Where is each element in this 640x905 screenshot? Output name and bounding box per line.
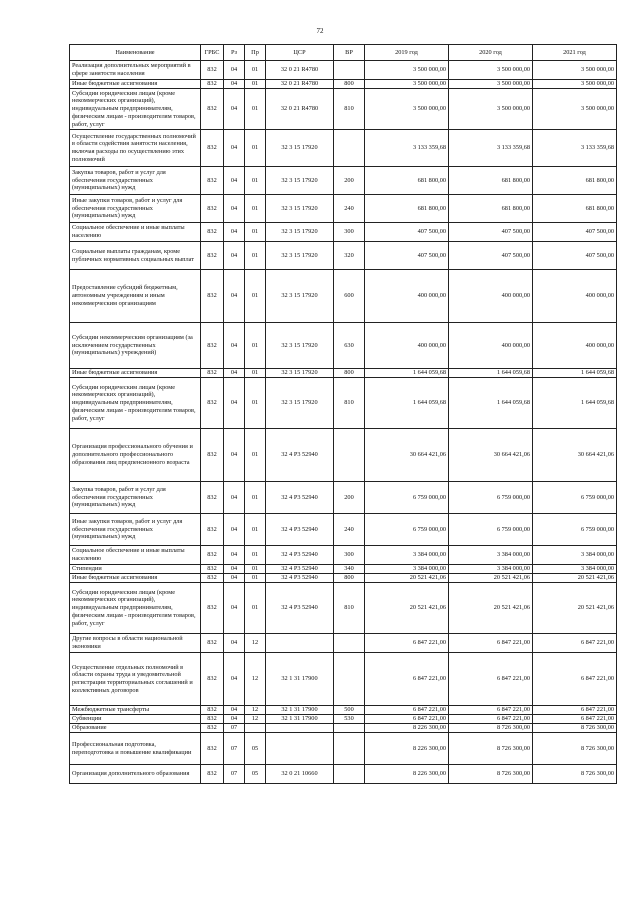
table-row [70, 482, 617, 514]
cell-grbs: 832 [201, 634, 224, 653]
cell-grbs: 832 [201, 242, 224, 270]
cell-name: Субсидии юридическим лицам (кроме некоммерческих организаций), индивидуальным предпринимателям, физическим лицам - производителям товаров, работ, услуг [70, 89, 201, 130]
cell-grbs: 832 [201, 80, 224, 89]
cell-rz: 07 [224, 724, 245, 733]
cell-2019: 30 664 421,06 [365, 429, 449, 482]
cell-2019: 3 500 000,00 [365, 89, 449, 130]
cell-2021: 407 500,00 [533, 223, 617, 242]
table-row [70, 223, 617, 242]
table-row [70, 765, 617, 784]
cell-2020: 6 847 221,00 [449, 715, 533, 724]
header-2021: 2021 год [533, 45, 617, 61]
cell-grbs: 832 [201, 223, 224, 242]
header-pr: Пр [245, 45, 266, 61]
header-2019: 2019 год [365, 45, 449, 61]
table-row [70, 706, 617, 715]
cell-name: Реализация дополнительных мероприятий в сфере занятости населения [70, 61, 201, 80]
cell-name: Иные бюджетные ассигнования [70, 80, 201, 89]
cell-csr [266, 733, 334, 765]
cell-csr: 32 0 21 R4780 [266, 80, 334, 89]
cell-csr: 32 4 P3 52940 [266, 482, 334, 514]
cell-2020: 407 500,00 [449, 223, 533, 242]
cell-rz: 04 [224, 565, 245, 574]
cell-name: Осуществление отдельных полномочий в области охраны труда и уведомительной регистрации территориальных соглашений и коллективных договоров [70, 653, 201, 706]
cell-rz: 04 [224, 482, 245, 514]
cell-2020: 400 000,00 [449, 270, 533, 323]
table-row [70, 195, 617, 223]
cell-csr: 32 4 P3 52940 [266, 583, 334, 634]
table-row [70, 89, 617, 130]
cell-grbs: 832 [201, 369, 224, 378]
cell-rz: 04 [224, 653, 245, 706]
cell-name: Профессиональная подготовка, переподготовка и повышение квалификации [70, 733, 201, 765]
cell-vr: 500 [334, 706, 365, 715]
header-vr: ВР [334, 45, 365, 61]
cell-grbs: 832 [201, 653, 224, 706]
cell-2020: 3 384 000,00 [449, 565, 533, 574]
cell-name: Осуществление государственных полномочий в области содействия занятости населения, включая расходы по осуществлению этих полномочий [70, 130, 201, 167]
cell-csr: 32 0 21 R4780 [266, 61, 334, 80]
cell-pr: 12 [245, 715, 266, 724]
cell-2021: 3 384 000,00 [533, 546, 617, 565]
cell-pr: 01 [245, 323, 266, 369]
cell-2021: 3 500 000,00 [533, 61, 617, 80]
cell-pr: 05 [245, 733, 266, 765]
cell-rz: 04 [224, 167, 245, 195]
table-body [70, 61, 617, 784]
cell-pr: 01 [245, 514, 266, 546]
cell-2019: 8 226 300,00 [365, 765, 449, 784]
table-row [70, 514, 617, 546]
cell-2019: 400 000,00 [365, 270, 449, 323]
cell-rz: 04 [224, 369, 245, 378]
cell-csr: 32 3 15 17920 [266, 242, 334, 270]
table-row [70, 715, 617, 724]
cell-vr: 240 [334, 514, 365, 546]
cell-grbs: 832 [201, 706, 224, 715]
cell-rz: 04 [224, 546, 245, 565]
cell-2021: 1 644 059,68 [533, 369, 617, 378]
cell-vr [334, 733, 365, 765]
cell-2021: 6 847 221,00 [533, 715, 617, 724]
cell-2021: 8 726 300,00 [533, 724, 617, 733]
cell-2021: 8 726 300,00 [533, 733, 617, 765]
cell-grbs: 832 [201, 130, 224, 167]
cell-grbs: 832 [201, 583, 224, 634]
cell-2021: 3 133 359,68 [533, 130, 617, 167]
cell-name: Субсидии некоммерческим организациям (за исключением государственных (муниципальных) учреждений) [70, 323, 201, 369]
cell-2020: 3 500 000,00 [449, 61, 533, 80]
cell-grbs: 832 [201, 167, 224, 195]
cell-csr [266, 634, 334, 653]
cell-grbs: 832 [201, 429, 224, 482]
cell-2021: 30 664 421,06 [533, 429, 617, 482]
cell-name: Иные закупки товаров, работ и услуг для обеспечения государственных (муниципальных) нужд [70, 195, 201, 223]
cell-2019: 1 644 059,68 [365, 369, 449, 378]
cell-vr: 800 [334, 80, 365, 89]
cell-vr [334, 765, 365, 784]
cell-grbs: 832 [201, 378, 224, 429]
cell-grbs: 832 [201, 323, 224, 369]
cell-rz: 07 [224, 765, 245, 784]
cell-pr: 01 [245, 130, 266, 167]
cell-rz: 04 [224, 242, 245, 270]
cell-grbs: 832 [201, 565, 224, 574]
cell-csr: 32 4 P3 52940 [266, 565, 334, 574]
cell-2020: 1 644 059,68 [449, 369, 533, 378]
cell-csr: 32 1 31 17900 [266, 706, 334, 715]
cell-name: Закупка товаров, работ и услуг для обеспечения государственных (муниципальных) нужд [70, 482, 201, 514]
cell-rz: 07 [224, 733, 245, 765]
cell-vr: 340 [334, 565, 365, 574]
cell-csr: 32 3 15 17920 [266, 369, 334, 378]
header-name: Наименование [70, 45, 201, 61]
cell-name: Закупка товаров, работ и услуг для обеспечения государственных (муниципальных) нужд [70, 167, 201, 195]
cell-csr: 32 3 15 17920 [266, 223, 334, 242]
cell-2021: 3 500 000,00 [533, 89, 617, 130]
cell-vr: 200 [334, 482, 365, 514]
cell-rz: 04 [224, 378, 245, 429]
cell-grbs: 832 [201, 514, 224, 546]
cell-2019: 3 500 000,00 [365, 80, 449, 89]
cell-vr [334, 429, 365, 482]
cell-2020: 20 521 421,06 [449, 583, 533, 634]
cell-csr: 32 4 P3 52940 [266, 574, 334, 583]
cell-pr: 01 [245, 378, 266, 429]
cell-2020: 6 759 000,00 [449, 482, 533, 514]
cell-csr: 32 0 21 10660 [266, 765, 334, 784]
cell-2019: 8 226 300,00 [365, 733, 449, 765]
cell-pr: 01 [245, 80, 266, 89]
cell-rz: 04 [224, 80, 245, 89]
cell-2020: 407 500,00 [449, 242, 533, 270]
table-row [70, 61, 617, 80]
cell-2019: 8 226 300,00 [365, 724, 449, 733]
cell-rz: 04 [224, 634, 245, 653]
cell-name: Иные бюджетные ассигнования [70, 574, 201, 583]
cell-name: Образование [70, 724, 201, 733]
cell-2021: 681 800,00 [533, 167, 617, 195]
cell-pr: 12 [245, 706, 266, 715]
cell-name: Субвенции [70, 715, 201, 724]
cell-vr: 810 [334, 89, 365, 130]
cell-pr: 01 [245, 89, 266, 130]
cell-pr: 01 [245, 223, 266, 242]
table-row [70, 369, 617, 378]
cell-2019: 681 800,00 [365, 195, 449, 223]
cell-2020: 8 726 300,00 [449, 733, 533, 765]
cell-2020: 6 847 221,00 [449, 653, 533, 706]
cell-csr: 32 3 15 17920 [266, 167, 334, 195]
cell-rz: 04 [224, 195, 245, 223]
cell-2019: 6 759 000,00 [365, 514, 449, 546]
cell-2019: 20 521 421,06 [365, 583, 449, 634]
cell-2019: 6 847 221,00 [365, 706, 449, 715]
cell-rz: 04 [224, 715, 245, 724]
cell-2021: 1 644 059,68 [533, 378, 617, 429]
table-row [70, 270, 617, 323]
cell-2020: 3 500 000,00 [449, 89, 533, 130]
cell-vr [334, 653, 365, 706]
cell-2019: 3 384 000,00 [365, 565, 449, 574]
table-row [70, 583, 617, 634]
cell-2020: 6 847 221,00 [449, 634, 533, 653]
cell-rz: 04 [224, 223, 245, 242]
cell-2019: 6 759 000,00 [365, 482, 449, 514]
cell-vr [334, 634, 365, 653]
table-row [70, 429, 617, 482]
cell-rz: 04 [224, 130, 245, 167]
cell-vr: 810 [334, 583, 365, 634]
cell-2020: 1 644 059,68 [449, 378, 533, 429]
cell-pr: 01 [245, 546, 266, 565]
cell-pr: 01 [245, 242, 266, 270]
page-number: 72 [316, 27, 324, 35]
cell-2019: 3 500 000,00 [365, 61, 449, 80]
cell-name: Иные закупки товаров, работ и услуг для обеспечения государственных (муниципальных) нужд [70, 514, 201, 546]
cell-2021: 407 500,00 [533, 242, 617, 270]
cell-pr: 12 [245, 653, 266, 706]
cell-2019: 407 500,00 [365, 242, 449, 270]
cell-2021: 6 847 221,00 [533, 653, 617, 706]
cell-name: Социальные выплаты гражданам, кроме публичных нормативных социальных выплат [70, 242, 201, 270]
cell-pr: 01 [245, 565, 266, 574]
cell-rz: 04 [224, 514, 245, 546]
table-row [70, 546, 617, 565]
table-row [70, 634, 617, 653]
cell-csr: 32 3 15 17920 [266, 378, 334, 429]
cell-2019: 407 500,00 [365, 223, 449, 242]
cell-grbs: 832 [201, 61, 224, 80]
cell-pr: 05 [245, 765, 266, 784]
cell-vr: 800 [334, 574, 365, 583]
cell-pr: 01 [245, 583, 266, 634]
cell-csr: 32 4 P3 52940 [266, 514, 334, 546]
cell-grbs: 832 [201, 715, 224, 724]
table-row [70, 378, 617, 429]
cell-2020: 3 133 359,68 [449, 130, 533, 167]
cell-2021: 681 800,00 [533, 195, 617, 223]
cell-name: Иные бюджетные ассигнования [70, 369, 201, 378]
cell-2021: 20 521 421,06 [533, 583, 617, 634]
cell-2020: 8 726 300,00 [449, 724, 533, 733]
budget-table [69, 44, 617, 784]
cell-grbs: 832 [201, 765, 224, 784]
cell-2019: 6 847 221,00 [365, 653, 449, 706]
cell-rz: 04 [224, 89, 245, 130]
cell-2021: 400 000,00 [533, 323, 617, 369]
cell-pr: 01 [245, 574, 266, 583]
cell-pr: 01 [245, 195, 266, 223]
cell-vr: 300 [334, 546, 365, 565]
cell-csr: 32 0 21 R4780 [266, 89, 334, 130]
cell-rz: 04 [224, 323, 245, 369]
cell-vr [334, 61, 365, 80]
cell-rz: 04 [224, 583, 245, 634]
cell-rz: 04 [224, 706, 245, 715]
cell-name: Субсидии юридическим лицам (кроме некоммерческих организаций), индивидуальным предпринимателям, физическим лицам - производителям товаров, работ, услуг [70, 583, 201, 634]
table-row [70, 733, 617, 765]
cell-rz: 04 [224, 270, 245, 323]
cell-2020: 3 500 000,00 [449, 80, 533, 89]
cell-2020: 6 847 221,00 [449, 706, 533, 715]
cell-2021: 3 384 000,00 [533, 565, 617, 574]
cell-vr: 800 [334, 369, 365, 378]
cell-2021: 8 726 300,00 [533, 765, 617, 784]
cell-vr [334, 724, 365, 733]
cell-vr: 600 [334, 270, 365, 323]
table-row [70, 724, 617, 733]
cell-name: Предоставление субсидий бюджетным, автономным учреждениям и иным некоммерческим организациям [70, 270, 201, 323]
table-row [70, 80, 617, 89]
cell-vr: 530 [334, 715, 365, 724]
cell-2020: 3 384 000,00 [449, 546, 533, 565]
cell-name: Стипендии [70, 565, 201, 574]
cell-vr [334, 130, 365, 167]
cell-grbs: 832 [201, 724, 224, 733]
cell-2019: 20 521 421,06 [365, 574, 449, 583]
cell-pr: 01 [245, 482, 266, 514]
cell-csr: 32 1 31 17900 [266, 715, 334, 724]
cell-pr: 01 [245, 167, 266, 195]
cell-2020: 681 800,00 [449, 167, 533, 195]
cell-grbs: 832 [201, 574, 224, 583]
cell-rz: 04 [224, 61, 245, 80]
cell-name: Другие вопросы в области национальной экономики [70, 634, 201, 653]
cell-csr [266, 724, 334, 733]
cell-2020: 20 521 421,06 [449, 574, 533, 583]
cell-2019: 6 847 221,00 [365, 634, 449, 653]
cell-2021: 20 521 421,06 [533, 574, 617, 583]
cell-name: Организация профессионального обучения и дополнительного профессионального образования лиц предпенсионного возраста [70, 429, 201, 482]
cell-csr: 32 4 P3 52940 [266, 546, 334, 565]
cell-vr: 320 [334, 242, 365, 270]
cell-csr: 32 3 15 17920 [266, 130, 334, 167]
cell-pr: 01 [245, 429, 266, 482]
cell-csr: 32 3 15 17920 [266, 323, 334, 369]
cell-vr: 630 [334, 323, 365, 369]
cell-pr: 01 [245, 369, 266, 378]
table-row [70, 130, 617, 167]
cell-vr: 810 [334, 378, 365, 429]
cell-rz: 04 [224, 574, 245, 583]
table-row [70, 167, 617, 195]
table-row [70, 242, 617, 270]
cell-2019: 681 800,00 [365, 167, 449, 195]
cell-name: Межбюджетные трансферты [70, 706, 201, 715]
cell-2021: 6 847 221,00 [533, 706, 617, 715]
cell-grbs: 832 [201, 733, 224, 765]
cell-2020: 8 726 300,00 [449, 765, 533, 784]
cell-pr: 12 [245, 634, 266, 653]
header-grbs: ГРБС [201, 45, 224, 61]
table-header-row [70, 45, 617, 61]
cell-2021: 400 000,00 [533, 270, 617, 323]
cell-vr: 300 [334, 223, 365, 242]
cell-2021: 6 847 221,00 [533, 634, 617, 653]
cell-vr: 240 [334, 195, 365, 223]
cell-name: Социальное обеспечение и иные выплаты населению [70, 546, 201, 565]
cell-grbs: 832 [201, 270, 224, 323]
cell-2020: 30 664 421,06 [449, 429, 533, 482]
cell-name: Субсидии юридическим лицам (кроме некоммерческих организаций), индивидуальным предпринимателям, физическим лицам - производителям товаров, работ, услуг [70, 378, 201, 429]
cell-2019: 400 000,00 [365, 323, 449, 369]
cell-csr: 32 3 15 17920 [266, 270, 334, 323]
cell-2019: 3 133 359,68 [365, 130, 449, 167]
cell-grbs: 832 [201, 482, 224, 514]
header-rz: Рз [224, 45, 245, 61]
cell-name: Социальное обеспечение и иные выплаты населению [70, 223, 201, 242]
cell-2020: 400 000,00 [449, 323, 533, 369]
table-row [70, 323, 617, 369]
table-row [70, 565, 617, 574]
cell-2019: 6 847 221,00 [365, 715, 449, 724]
cell-vr: 200 [334, 167, 365, 195]
cell-2019: 1 644 059,68 [365, 378, 449, 429]
cell-2020: 681 800,00 [449, 195, 533, 223]
cell-grbs: 832 [201, 546, 224, 565]
cell-grbs: 832 [201, 195, 224, 223]
cell-2020: 6 759 000,00 [449, 514, 533, 546]
cell-grbs: 832 [201, 89, 224, 130]
cell-name: Организация дополнительного образования [70, 765, 201, 784]
header-2020: 2020 год [449, 45, 533, 61]
cell-csr: 32 1 31 17900 [266, 653, 334, 706]
header-csr: ЦСР [266, 45, 334, 61]
table-row [70, 653, 617, 706]
cell-pr: 01 [245, 270, 266, 323]
cell-pr: 01 [245, 61, 266, 80]
cell-csr: 32 3 15 17920 [266, 195, 334, 223]
cell-pr [245, 724, 266, 733]
cell-csr: 32 4 P3 52940 [266, 429, 334, 482]
cell-rz: 04 [224, 429, 245, 482]
cell-2021: 6 759 000,00 [533, 482, 617, 514]
cell-2021: 3 500 000,00 [533, 80, 617, 89]
table-row [70, 574, 617, 583]
cell-2019: 3 384 000,00 [365, 546, 449, 565]
cell-2021: 6 759 000,00 [533, 514, 617, 546]
